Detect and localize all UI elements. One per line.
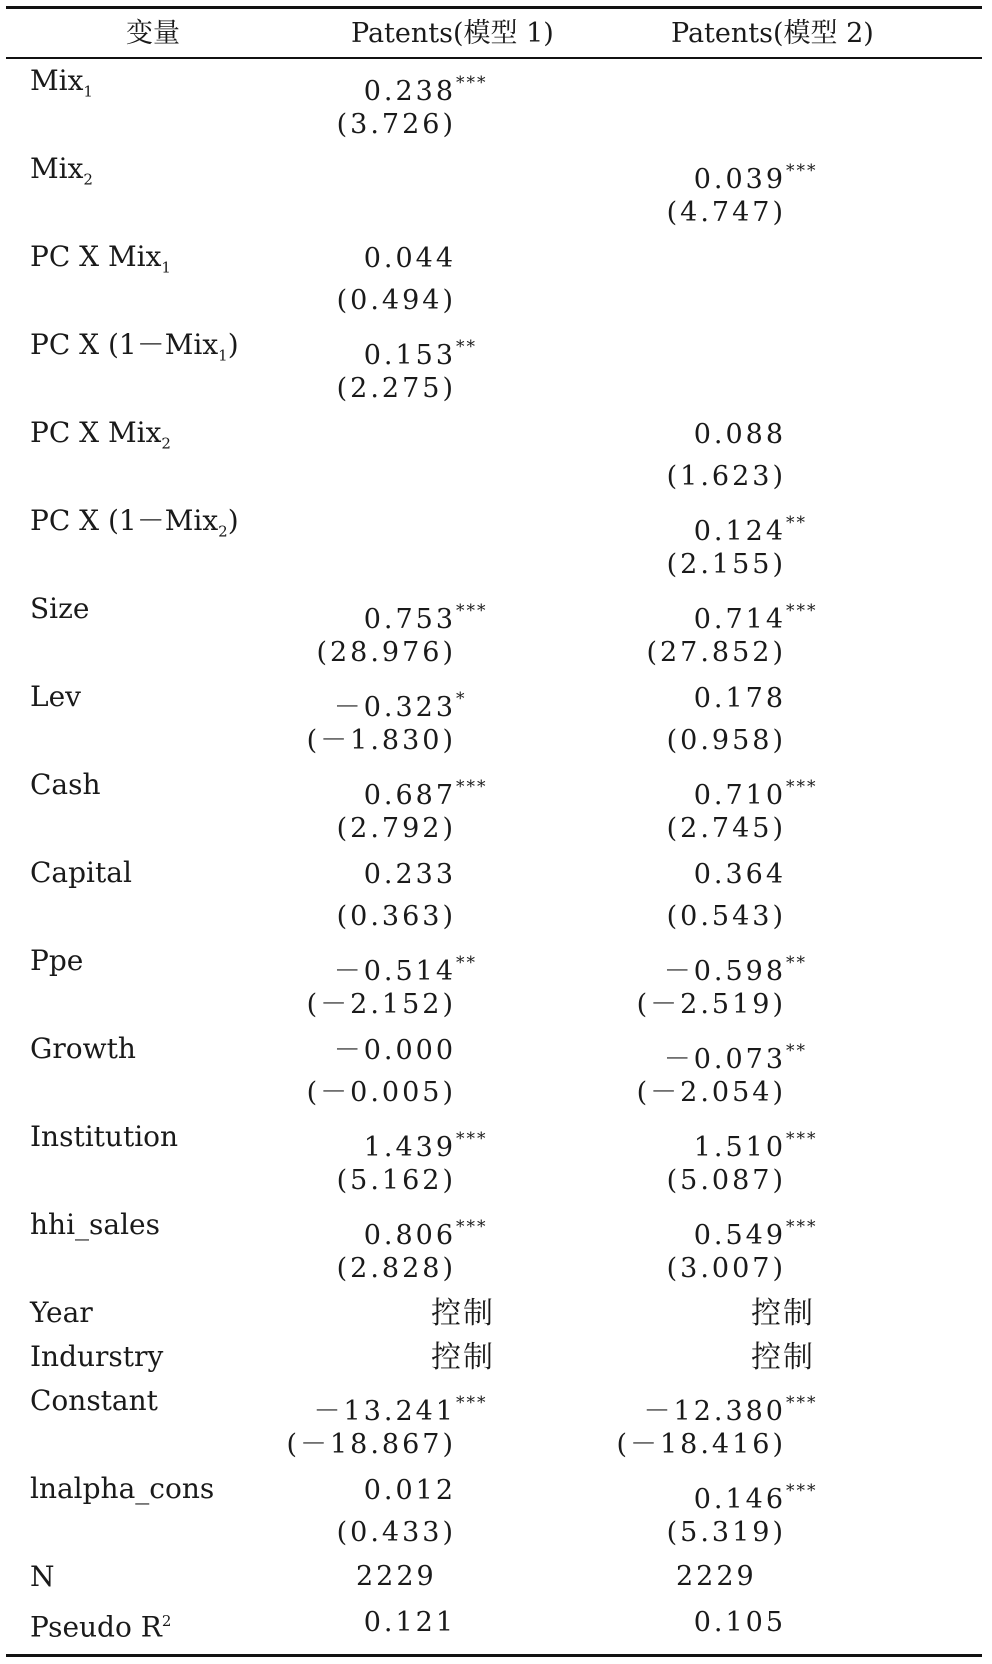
t-statistic bbox=[616, 1427, 826, 1463]
table-row bbox=[6, 413, 982, 501]
label-text: Lev bbox=[30, 680, 81, 713]
significance-stars: *** bbox=[786, 601, 818, 621]
table-row bbox=[6, 1029, 982, 1117]
label-subscript: 1 bbox=[83, 82, 93, 101]
coefficient-value: 0.364 bbox=[693, 859, 786, 890]
t-statistic-value: (3.007) bbox=[666, 1253, 786, 1284]
coefficient-value: 0.714 bbox=[693, 604, 786, 635]
coefficient bbox=[694, 1605, 826, 1641]
label-text: lnalpha_cons bbox=[30, 1472, 215, 1505]
t-statistic bbox=[667, 1251, 826, 1287]
label-subscript: 1 bbox=[218, 346, 228, 365]
t-statistic bbox=[646, 635, 826, 671]
row-label bbox=[30, 1339, 163, 1375]
top-rule bbox=[6, 6, 982, 9]
label-subscript: 2 bbox=[83, 170, 93, 189]
t-statistic bbox=[667, 899, 826, 935]
header-variable: 变量 bbox=[126, 18, 180, 49]
t-statistic-value: (3.726) bbox=[336, 109, 456, 140]
t-statistic-value: (28.976) bbox=[316, 637, 456, 668]
t-statistic bbox=[337, 1163, 496, 1199]
coefficient bbox=[364, 329, 496, 374]
t-statistic bbox=[667, 1163, 826, 1199]
coefficient bbox=[364, 1473, 496, 1509]
t-statistic bbox=[667, 547, 826, 583]
coefficient bbox=[694, 681, 826, 717]
coefficient bbox=[664, 945, 826, 990]
significance-stars: ** bbox=[786, 1041, 807, 1061]
coefficient-value: 0.121 bbox=[363, 1607, 456, 1638]
control-marker: 控制 bbox=[751, 1296, 815, 1331]
t-statistic-value: (5.319) bbox=[666, 1517, 786, 1548]
table-row bbox=[6, 149, 982, 237]
coefficient bbox=[694, 417, 826, 453]
t-statistic-value: (0.433) bbox=[336, 1517, 456, 1548]
t-statistic-value: (5.162) bbox=[336, 1165, 456, 1196]
coefficient-value: 0.105 bbox=[693, 1607, 786, 1638]
control-marker: 控制 bbox=[431, 1340, 495, 1375]
header-rule bbox=[6, 57, 982, 59]
t-statistic bbox=[337, 899, 496, 935]
coefficient bbox=[694, 1473, 826, 1518]
coefficient bbox=[334, 681, 496, 726]
t-statistic bbox=[637, 1075, 826, 1111]
coefficient-value: 0.806 bbox=[363, 1220, 456, 1251]
row-label bbox=[30, 1207, 160, 1243]
coefficient bbox=[364, 241, 496, 277]
t-statistic-value: (－18.416) bbox=[616, 1429, 786, 1460]
row-label bbox=[30, 1471, 214, 1507]
coefficient-value: －0.323 bbox=[333, 692, 456, 723]
coefficient-value: 0.710 bbox=[693, 780, 786, 811]
t-statistic-value: (－2.519) bbox=[636, 989, 786, 1020]
significance-stars: ** bbox=[786, 953, 807, 973]
label-text: N bbox=[30, 1560, 55, 1593]
row-label bbox=[30, 679, 81, 715]
t-statistic bbox=[307, 1075, 496, 1111]
row-label bbox=[30, 151, 93, 198]
row-label bbox=[30, 1383, 158, 1419]
row-label bbox=[30, 943, 83, 979]
t-statistic-value: (－2.152) bbox=[306, 989, 456, 1020]
coefficient-value: －0.000 bbox=[333, 1035, 456, 1066]
t-statistic bbox=[337, 283, 496, 319]
coefficient bbox=[334, 1033, 496, 1069]
row-label bbox=[30, 503, 239, 550]
significance-stars: *** bbox=[456, 601, 488, 621]
coefficient bbox=[364, 593, 496, 638]
significance-stars: *** bbox=[456, 1393, 488, 1413]
t-statistic-value: (－18.867) bbox=[286, 1429, 456, 1460]
label-superscript: 2 bbox=[161, 1612, 172, 1630]
table-row bbox=[6, 501, 982, 589]
row-label bbox=[30, 1603, 171, 1645]
row-label bbox=[30, 1031, 136, 1067]
label-tail: ) bbox=[227, 328, 239, 361]
t-statistic bbox=[286, 1427, 496, 1463]
t-statistic-value: (0.494) bbox=[336, 285, 456, 316]
coefficient-value: 0.753 bbox=[363, 604, 456, 635]
observation-count: 2229 bbox=[676, 1561, 757, 1592]
coefficient bbox=[364, 857, 496, 893]
bottom-rule bbox=[6, 1654, 982, 1657]
coefficient-value: －12.380 bbox=[643, 1396, 786, 1427]
label-text: Mix bbox=[30, 152, 84, 185]
coefficient bbox=[694, 769, 826, 814]
t-statistic bbox=[337, 1251, 496, 1287]
label-text: PC X Mix bbox=[30, 240, 162, 273]
coefficient-value: 0.178 bbox=[693, 683, 786, 714]
table-row bbox=[6, 589, 982, 677]
coefficient-value: －13.241 bbox=[313, 1396, 456, 1427]
label-text: Ppe bbox=[30, 944, 84, 977]
coefficient bbox=[664, 1033, 826, 1078]
table-row bbox=[6, 677, 982, 765]
label-text: Mix bbox=[30, 64, 84, 97]
table-body bbox=[6, 61, 982, 1645]
coefficient-value: 0.012 bbox=[363, 1475, 456, 1506]
table-row bbox=[6, 1469, 982, 1557]
table-row bbox=[6, 61, 982, 149]
coefficient bbox=[364, 769, 496, 814]
significance-stars: ** bbox=[456, 337, 477, 357]
t-statistic bbox=[307, 723, 496, 759]
row-label bbox=[30, 855, 132, 891]
significance-stars: ** bbox=[786, 513, 807, 533]
coefficient bbox=[364, 1209, 496, 1254]
table-row bbox=[6, 1293, 982, 1337]
t-statistic-value: (0.363) bbox=[336, 901, 456, 932]
coefficient-value: 0.233 bbox=[363, 859, 456, 890]
coefficient-value: 0.238 bbox=[363, 76, 456, 107]
table-row bbox=[6, 853, 982, 941]
coefficient-value: 0.146 bbox=[693, 1484, 786, 1515]
label-tail: ) bbox=[227, 504, 239, 537]
label-text: hhi_sales bbox=[30, 1208, 160, 1241]
table-row bbox=[6, 325, 982, 413]
coefficient-value: 0.549 bbox=[693, 1220, 786, 1251]
coefficient bbox=[364, 1121, 496, 1166]
coefficient-value: 0.039 bbox=[693, 164, 786, 195]
t-statistic-value: (0.543) bbox=[666, 901, 786, 932]
label-text: Size bbox=[30, 592, 90, 625]
t-statistic bbox=[637, 987, 826, 1023]
t-statistic-value: (0.958) bbox=[666, 725, 786, 756]
t-statistic-value: (－1.830) bbox=[306, 725, 456, 756]
row-label bbox=[30, 1119, 178, 1155]
coefficient-value: －0.514 bbox=[333, 956, 456, 987]
coefficient bbox=[694, 857, 826, 893]
t-statistic-value: (4.747) bbox=[666, 197, 786, 228]
coefficient-value: 0.044 bbox=[363, 243, 456, 274]
label-text: PC X Mix bbox=[30, 416, 162, 449]
t-statistic-value: (2.155) bbox=[666, 549, 786, 580]
t-statistic-value: (－0.005) bbox=[306, 1077, 456, 1108]
label-text: Constant bbox=[30, 1384, 158, 1417]
significance-stars: *** bbox=[786, 1393, 818, 1413]
coefficient-value: －0.598 bbox=[663, 956, 786, 987]
coefficient-value: 0.687 bbox=[363, 780, 456, 811]
coefficient-value: －0.073 bbox=[663, 1044, 786, 1075]
coefficient-value: 0.124 bbox=[693, 516, 786, 547]
header-model-2: Patents(模型 2) bbox=[671, 18, 874, 49]
coefficient-value: 0.088 bbox=[693, 419, 786, 450]
row-label bbox=[30, 63, 93, 110]
t-statistic bbox=[316, 635, 496, 671]
label-text: Pseudo R bbox=[30, 1610, 162, 1644]
label-text: PC X (1－Mix bbox=[30, 328, 219, 361]
t-statistic-value: (2.792) bbox=[336, 813, 456, 844]
t-statistic bbox=[667, 811, 826, 847]
table-row bbox=[6, 1601, 982, 1645]
row-label bbox=[30, 1559, 55, 1595]
table-row bbox=[6, 237, 982, 325]
significance-stars: *** bbox=[786, 1129, 818, 1149]
table-row bbox=[6, 765, 982, 853]
table-row bbox=[6, 1117, 982, 1205]
label-text: Institution bbox=[30, 1120, 179, 1153]
t-statistic bbox=[337, 371, 496, 407]
label-subscript: 2 bbox=[218, 522, 228, 541]
row-label bbox=[30, 591, 89, 627]
table-row bbox=[6, 1337, 982, 1381]
significance-stars: *** bbox=[786, 1217, 818, 1237]
significance-stars: *** bbox=[456, 777, 488, 797]
t-statistic-value: (2.275) bbox=[336, 373, 456, 404]
coefficient-value: 1.439 bbox=[363, 1132, 456, 1163]
t-statistic-value: (1.623) bbox=[666, 461, 786, 492]
t-statistic bbox=[337, 1515, 496, 1551]
significance-stars: *** bbox=[456, 1217, 488, 1237]
t-statistic bbox=[667, 1515, 826, 1551]
control-marker: 控制 bbox=[431, 1296, 495, 1331]
label-text: PC X (1－Mix bbox=[30, 504, 219, 537]
coefficient bbox=[334, 945, 496, 990]
table-row bbox=[6, 941, 982, 1029]
label-text: Growth bbox=[30, 1032, 136, 1065]
row-label bbox=[30, 239, 171, 286]
row-label bbox=[30, 767, 101, 803]
coefficient-value: 1.510 bbox=[693, 1132, 786, 1163]
significance-stars: *** bbox=[456, 1129, 488, 1149]
observation-count: 2229 bbox=[356, 1561, 437, 1592]
significance-stars: *** bbox=[786, 777, 818, 797]
t-statistic bbox=[337, 107, 496, 143]
table-row bbox=[6, 1557, 982, 1601]
coefficient bbox=[694, 1121, 826, 1166]
coefficient-value: 0.153 bbox=[363, 340, 456, 371]
significance-stars: *** bbox=[786, 161, 818, 181]
t-statistic bbox=[667, 195, 826, 231]
control-marker: 控制 bbox=[751, 1340, 815, 1375]
row-label bbox=[30, 415, 171, 462]
significance-stars: *** bbox=[456, 73, 488, 93]
label-text: Capital bbox=[30, 856, 132, 889]
table-row bbox=[6, 1381, 982, 1469]
t-statistic-value: (－2.054) bbox=[636, 1077, 786, 1108]
t-statistic-value: (2.745) bbox=[666, 813, 786, 844]
coefficient bbox=[644, 1385, 826, 1430]
header-model-1: Patents(模型 1) bbox=[351, 18, 554, 49]
coefficient bbox=[364, 65, 496, 110]
label-text: Cash bbox=[30, 768, 101, 801]
row-label bbox=[30, 1295, 93, 1331]
t-statistic bbox=[667, 723, 826, 759]
coefficient bbox=[694, 593, 826, 638]
label-text: Year bbox=[30, 1296, 93, 1329]
row-label bbox=[30, 327, 239, 374]
significance-stars: *** bbox=[786, 1481, 818, 1501]
label-subscript: 2 bbox=[161, 434, 171, 453]
significance-stars: ** bbox=[456, 953, 477, 973]
t-statistic bbox=[307, 987, 496, 1023]
t-statistic bbox=[337, 811, 496, 847]
t-statistic-value: (2.828) bbox=[336, 1253, 456, 1284]
coefficient bbox=[314, 1385, 496, 1430]
significance-stars: * bbox=[456, 689, 467, 709]
coefficient bbox=[694, 153, 826, 198]
label-text: Indurstry bbox=[30, 1340, 164, 1373]
t-statistic-value: (27.852) bbox=[646, 637, 786, 668]
coefficient bbox=[364, 1605, 496, 1641]
t-statistic bbox=[667, 459, 826, 495]
coefficient bbox=[694, 505, 826, 550]
t-statistic-value: (5.087) bbox=[666, 1165, 786, 1196]
table-row bbox=[6, 1205, 982, 1293]
label-subscript: 1 bbox=[161, 258, 171, 277]
coefficient bbox=[694, 1209, 826, 1254]
